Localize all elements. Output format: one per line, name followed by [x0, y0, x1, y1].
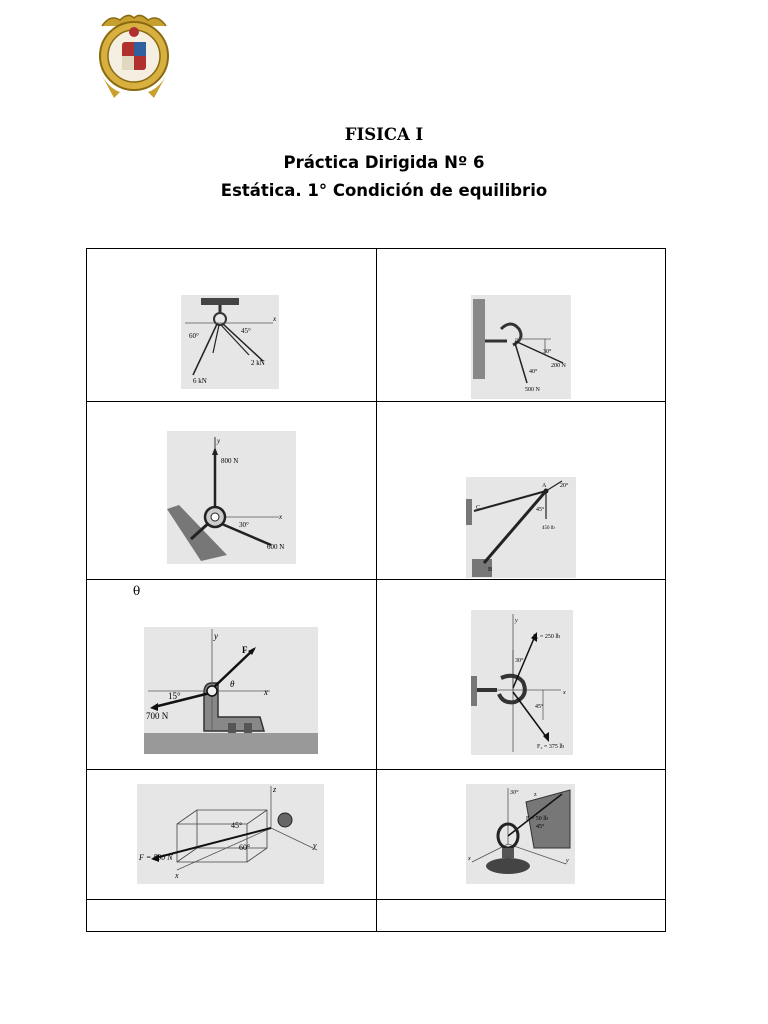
fig5-label: 700 N — [146, 711, 169, 721]
topic-title: Estática. 1° Condición de equilibrio — [220, 181, 548, 200]
university-seal-logo — [94, 12, 174, 98]
fig3-label: 600 N — [267, 543, 285, 551]
fig4-label: C — [475, 505, 480, 511]
fig7-label: x — [175, 871, 179, 880]
fig4-label: 450 lb — [541, 526, 555, 531]
fig5-label: y — [214, 631, 218, 641]
fig5-label: F — [242, 645, 248, 655]
problem-figure-2 — [471, 295, 571, 399]
fig2-label: 30° — [542, 349, 551, 355]
fig7-label: 60° — [239, 843, 251, 852]
fig3-label: 30° — [239, 521, 249, 529]
fig4-label: 20° — [559, 483, 568, 489]
fig5-label: θ — [230, 679, 235, 689]
fig4-label: A — [541, 483, 546, 489]
problem-figure-5 — [144, 627, 318, 754]
problem-figure-8 — [466, 784, 575, 884]
fig2-label: 500 N — [524, 387, 540, 393]
fig3-label: x — [279, 513, 283, 521]
fig2-label: 40° — [528, 369, 537, 375]
problem-cell-3 — [87, 402, 377, 580]
fig6-label: 30° — [514, 658, 523, 664]
problems-table — [86, 248, 666, 932]
fig6-label: y — [514, 618, 518, 624]
fig8-label: y — [565, 858, 569, 864]
fig3-label: 800 N — [221, 457, 239, 465]
fig6-label: F₁ = 250 lb — [532, 634, 560, 640]
fig8-label: F = 50 lb — [525, 816, 548, 822]
problem-cell-1 — [87, 249, 377, 402]
theta-symbol: θ — [133, 584, 141, 598]
practice-title: Práctica Dirigida Nº 6 — [283, 153, 485, 172]
problem-figure-1 — [181, 295, 279, 389]
fig6-label: F₂ = 375 lb — [536, 744, 564, 750]
problem-cell-5 — [87, 580, 377, 770]
fig5-label: x — [264, 687, 268, 697]
problem-figure-3 — [167, 431, 296, 564]
fig1-label: 60° — [189, 332, 199, 340]
problem-cell-2 — [376, 249, 666, 402]
fig1-label: 6 kN — [193, 377, 207, 385]
fig6-label: x — [562, 690, 566, 696]
empty-cell — [87, 900, 377, 932]
course-title: FISICA I — [344, 125, 424, 144]
problem-cell-7 — [87, 770, 377, 900]
empty-cell — [376, 900, 666, 932]
fig1-label: x — [273, 315, 277, 323]
fig8-label: z — [533, 792, 537, 798]
problem-figure-4 — [466, 477, 576, 578]
fig7-label: F = 500 N — [139, 853, 173, 862]
fig5-label: 15° — [168, 691, 181, 701]
problem-cell-8 — [376, 770, 666, 900]
fig6-label: 45° — [534, 704, 543, 710]
problem-cell-4 — [376, 402, 666, 580]
fig7-label: 45° — [231, 821, 243, 830]
problem-cell-6 — [376, 580, 666, 770]
fig7-label: z — [273, 785, 277, 794]
fig7-label: y — [313, 841, 317, 850]
problem-figure-6 — [471, 610, 573, 755]
fig2-label: 200 N — [550, 363, 566, 369]
fig8-label: 30° — [509, 790, 518, 796]
fig4-label: B — [487, 567, 492, 573]
problem-figure-7 — [137, 784, 324, 884]
fig8-label: x — [467, 856, 471, 862]
fig8-label: 45° — [535, 824, 544, 830]
fig3-label: y — [217, 437, 221, 445]
fig4-label: 45° — [535, 507, 544, 513]
fig1-label: 2 kN — [251, 359, 265, 367]
fig1-label: 45° — [241, 327, 251, 335]
